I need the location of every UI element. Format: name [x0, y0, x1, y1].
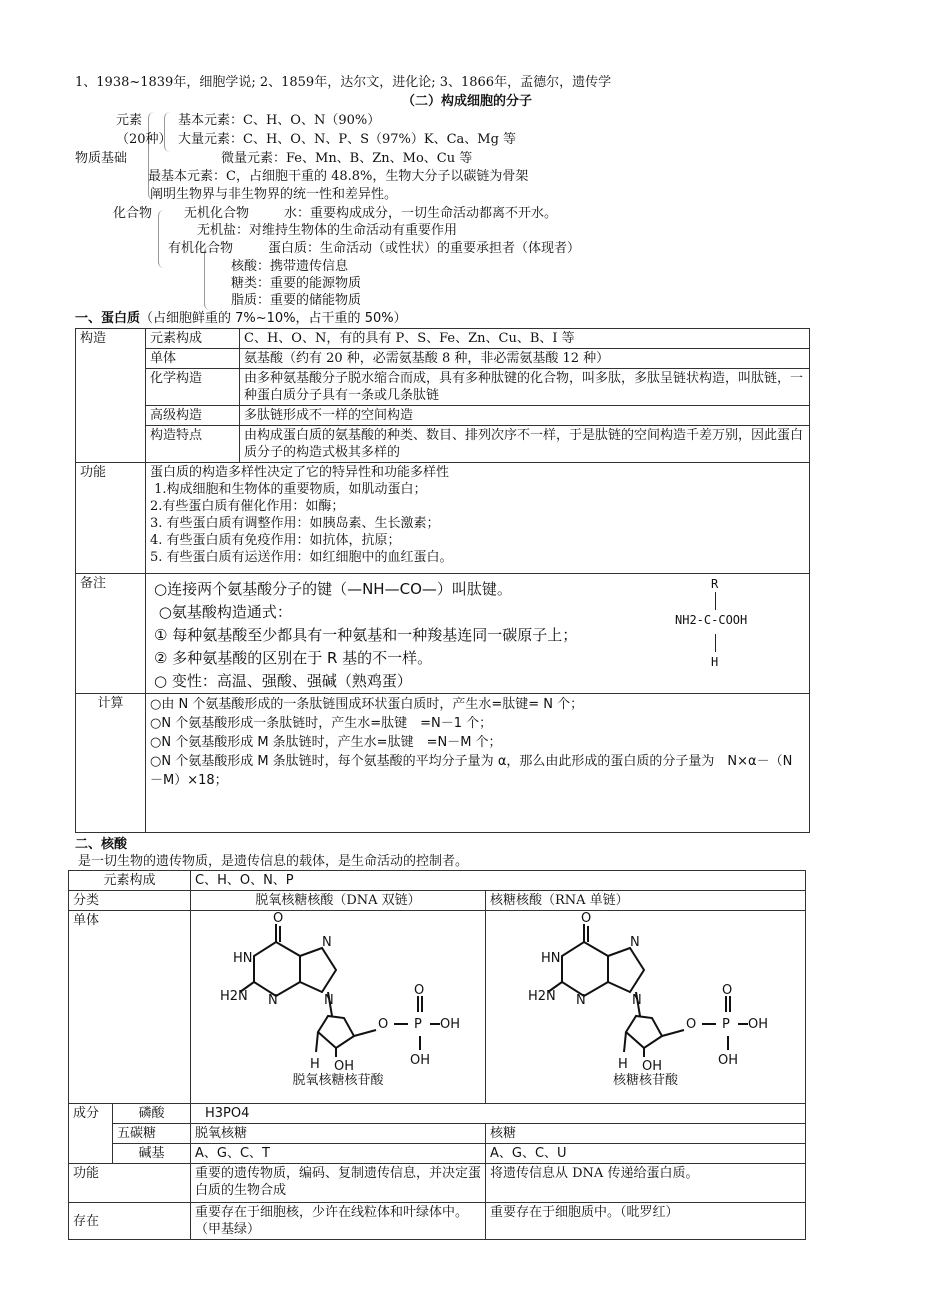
nucleic-class-label: 分类 — [69, 891, 191, 911]
function-item: 蛋白质的构造多样性决定了它的特异性和功能多样性 — [150, 465, 450, 480]
protein-row-label: 化学构造 — [146, 369, 240, 406]
tree-compounds: 化合物 — [113, 206, 153, 221]
protein-heading-title: 一、蛋白质 — [75, 311, 141, 326]
tree-trace: 微量元素：Fe、Mn、B、Zn、Mo、Cu 等 — [221, 151, 473, 166]
tree-sugar: 糖类：重要的能源物质 — [231, 276, 362, 291]
mol-o: O — [273, 911, 284, 926]
mol-o: O — [378, 1017, 389, 1032]
mol-oh: OH — [334, 1059, 355, 1074]
mol-hn: HN — [540, 951, 560, 966]
dna-class: 脱氧核糖核酸（DNA 双链） — [191, 891, 486, 911]
nucleic-table — [68, 870, 806, 1240]
note-item: ② 多种氨基酸的区别在于 R 基的不一样。 — [154, 649, 433, 667]
formula-main: NH2-C-COOH — [675, 613, 748, 627]
dna-func: 重要的遗传物质，编码、复制遗传信息，并决定蛋白质的生物合成 — [191, 1164, 486, 1203]
tree-basic: 基本元素：C、H、O、N（90%） — [178, 113, 381, 128]
mol-n: N — [631, 993, 642, 1008]
protein-row-label: 构造特点 — [146, 426, 240, 463]
tree-organic: 有机化合物 — [168, 241, 234, 256]
nucleic-elem-label: 元素构成 — [69, 871, 191, 891]
protein-row-label: 单体 — [146, 349, 240, 369]
dna-base: A、G、C、T — [191, 1144, 486, 1164]
mol-n: N — [575, 993, 586, 1008]
protein-row-label: 高级构造 — [146, 406, 240, 426]
nucleic-exist-label: 存在 — [69, 1203, 191, 1240]
protein-row-value: 多肽链形成不一样的空间构造 — [240, 406, 810, 426]
mol-h2n: H2N — [527, 989, 556, 1004]
rna-nucleotide-structure — [526, 912, 766, 1072]
function-item: 4. 有些蛋白质有免疫作用：如抗体，抗原； — [150, 533, 401, 548]
rna-class: 核糖核酸（RNA 单链） — [486, 891, 806, 911]
mol-n: N — [324, 993, 334, 1008]
protein-structure-label: 构造 — [76, 329, 146, 463]
nucleic-comp-label: 成分 — [69, 1104, 113, 1164]
base-label: 碱基 — [113, 1144, 191, 1164]
sugar-label: 五碳糖 — [113, 1124, 191, 1144]
nucleic-intro: 是一切生物的遗传物质，是遗传信息的载体，是生命活动的控制者。 — [78, 854, 469, 869]
rna-monomer-cell — [486, 911, 806, 1104]
tree-unity: 阐明生物界与非生物界的统一性和差异性。 — [150, 187, 398, 202]
mol-hn: HN — [233, 951, 253, 966]
note-item: ○氨基酸构造通式： — [154, 603, 292, 621]
calc-item: ○由 N 个氨基酸形成的一条肽链围成环状蛋白质时，产生水=肽键= N 个； — [150, 697, 584, 712]
phos-value: H3PO4 — [191, 1104, 806, 1124]
dna-monomer-cell — [191, 911, 486, 1104]
mol-o: O — [685, 1017, 696, 1032]
mol-oh: OH — [717, 1053, 738, 1068]
tree-nucleic: 核酸：携带遗传信息 — [231, 259, 349, 274]
rna-func: 将遗传信息从 DNA 传递给蛋白质。 — [486, 1164, 806, 1203]
function-item: 1.构成细胞和生物体的重要物质，如肌动蛋白； — [150, 482, 427, 497]
protein-heading-note: （占细胞鲜重的 7%~10%，占干重的 50%） — [140, 311, 407, 326]
tree-material: 物质基础 — [75, 151, 128, 166]
rna-sugar: 核糖 — [486, 1124, 806, 1144]
amino-acid-formula — [675, 576, 775, 684]
mol-o: O — [721, 983, 732, 998]
protein-function-list — [146, 463, 810, 574]
note-item: ○ 变性：高温、强酸、强碱（熟鸡蛋） — [154, 672, 412, 690]
phos-label: 磷酸 — [113, 1104, 191, 1124]
tree-major: 大量元素：C、H、O、N、P、S（97%）K、Ca、Mg 等 — [178, 132, 517, 147]
note-item: ① 每种氨基酸至少都具有一种氨基和一种羧基连同一碳原子上； — [154, 626, 578, 644]
formula-r: R — [711, 577, 719, 591]
tree-protein: 蛋白质：生命活动（或性状）的重要承担者（体现者） — [268, 241, 581, 256]
section-title: （二）构成细胞的分子 — [402, 94, 533, 109]
tree-most-basic: 最基本元素：C，占细胞干重的 48.8%，生物大分子以碳链为骨架 — [148, 169, 529, 184]
tree-twenty: （20种） — [116, 132, 172, 147]
protein-row-value: 由构成蛋白质的氨基酸的种类、数目、排列次序不一样，于是肽链的空间构造千差万别，因此蛋白质分子的构造式极其多样的 — [240, 426, 810, 463]
note-item: ○连接两个氨基酸分子的键（—NH—CO—）叫肽键。 — [154, 580, 512, 598]
mol-p: P — [721, 1017, 730, 1032]
protein-row-value: 由多种氨基酸分子脱水缩合而成，具有多种肽键的化合物，叫多肽，多肽呈链状构造，叫肽链，一种蛋白质分子具有一条或几条肽链 — [240, 369, 810, 406]
function-item: 3. 有些蛋白质有调整作用：如胰岛素、生长激素； — [150, 516, 440, 531]
mol-h: H — [310, 1057, 320, 1072]
tree-inorganic: 无机化合物 — [184, 206, 250, 221]
dna-exist: 重要存在于细胞核，少许在线粒体和叶绿体中。（甲基绿） — [191, 1203, 486, 1240]
protein-notes-label: 备注 — [76, 574, 146, 694]
rna-base: A、G、C、U — [486, 1144, 806, 1164]
function-item: 2.有些蛋白质有催化作用：如酶； — [150, 499, 345, 514]
protein-heading — [75, 310, 407, 327]
mol-h2n: H2N — [220, 989, 248, 1004]
mol-oh: OH — [641, 1059, 662, 1074]
formula-h: H — [711, 655, 719, 669]
mol-oh: OH — [747, 1017, 768, 1032]
nucleic-monomer-label: 单体 — [69, 911, 191, 1104]
mol-n: N — [629, 935, 640, 950]
tree-salt: 无机盐：对维持生物体的生命活动有重要作用 — [197, 223, 458, 238]
rna-caption: 核糖核苷酸 — [612, 1073, 678, 1088]
mol-n: N — [322, 935, 332, 950]
protein-row-label: 元素构成 — [146, 329, 240, 349]
history-line: 1、1938~1839年，细胞学说; 2、1859年，达尔文，进化论; 3、1866年，孟德尔，遗传学 — [75, 75, 612, 90]
nucleic-func-label: 功能 — [69, 1164, 191, 1203]
dna-nucleotide-structure — [218, 911, 461, 1074]
mol-n: N — [268, 993, 278, 1008]
calc-item: ○N 个氨基酸形成 M 条肽链时，每个氨基酸的平均分子量为 α，那么由此形成的蛋白质的分子量为 N×α－（N－M）×18； — [150, 754, 793, 788]
mol-oh: OH — [410, 1053, 431, 1068]
dna-sugar: 脱氧核糖 — [191, 1124, 486, 1144]
calc-item: ○N 个氨基酸形成一条肽链时，产生水=肽键 =N－1 个； — [150, 716, 493, 731]
tree-elements: 元素 — [116, 113, 143, 128]
protein-row-value: C、H、O、N，有的具有 P、S、Fe、Zn、Cu、B、I 等 — [240, 329, 810, 349]
tree-water: 水：重要构成成分，一切生命活动都离不开水。 — [284, 206, 558, 221]
calc-item: ○N 个氨基酸形成 M 条肽链时，产生水=肽键 =N－M 个； — [150, 735, 502, 750]
nucleic-heading: 二、核酸 — [75, 837, 128, 852]
dna-caption: 脱氧核糖核苷酸 — [292, 1073, 384, 1088]
mol-o: O — [414, 983, 425, 998]
protein-calc-cell — [146, 694, 810, 833]
rna-exist: 重要存在于细胞质中。（吡罗红） — [486, 1203, 806, 1240]
formula-bond — [715, 592, 716, 610]
protein-table — [75, 328, 810, 833]
protein-calc-label: 计算 — [76, 694, 146, 833]
function-item: 5. 有些蛋白质有运送作用：如红细胞中的血红蛋白。 — [150, 550, 453, 565]
protein-row-value: 氨基酸（约有 20 种，必需氨基酸 8 种，非必需氨基酸 12 种） — [240, 349, 810, 369]
mol-h: H — [617, 1057, 628, 1072]
mol-o: O — [580, 911, 591, 926]
brace-line — [158, 210, 167, 268]
protein-notes-cell — [146, 574, 810, 694]
formula-bond — [715, 634, 716, 652]
mol-oh: OH — [440, 1017, 461, 1032]
tree-lipid: 脂质：重要的储能物质 — [231, 293, 362, 308]
protein-function-label: 功能 — [76, 463, 146, 574]
mol-p: P — [414, 1017, 422, 1032]
nucleic-elem-value: C、H、O、N、P — [191, 871, 806, 891]
